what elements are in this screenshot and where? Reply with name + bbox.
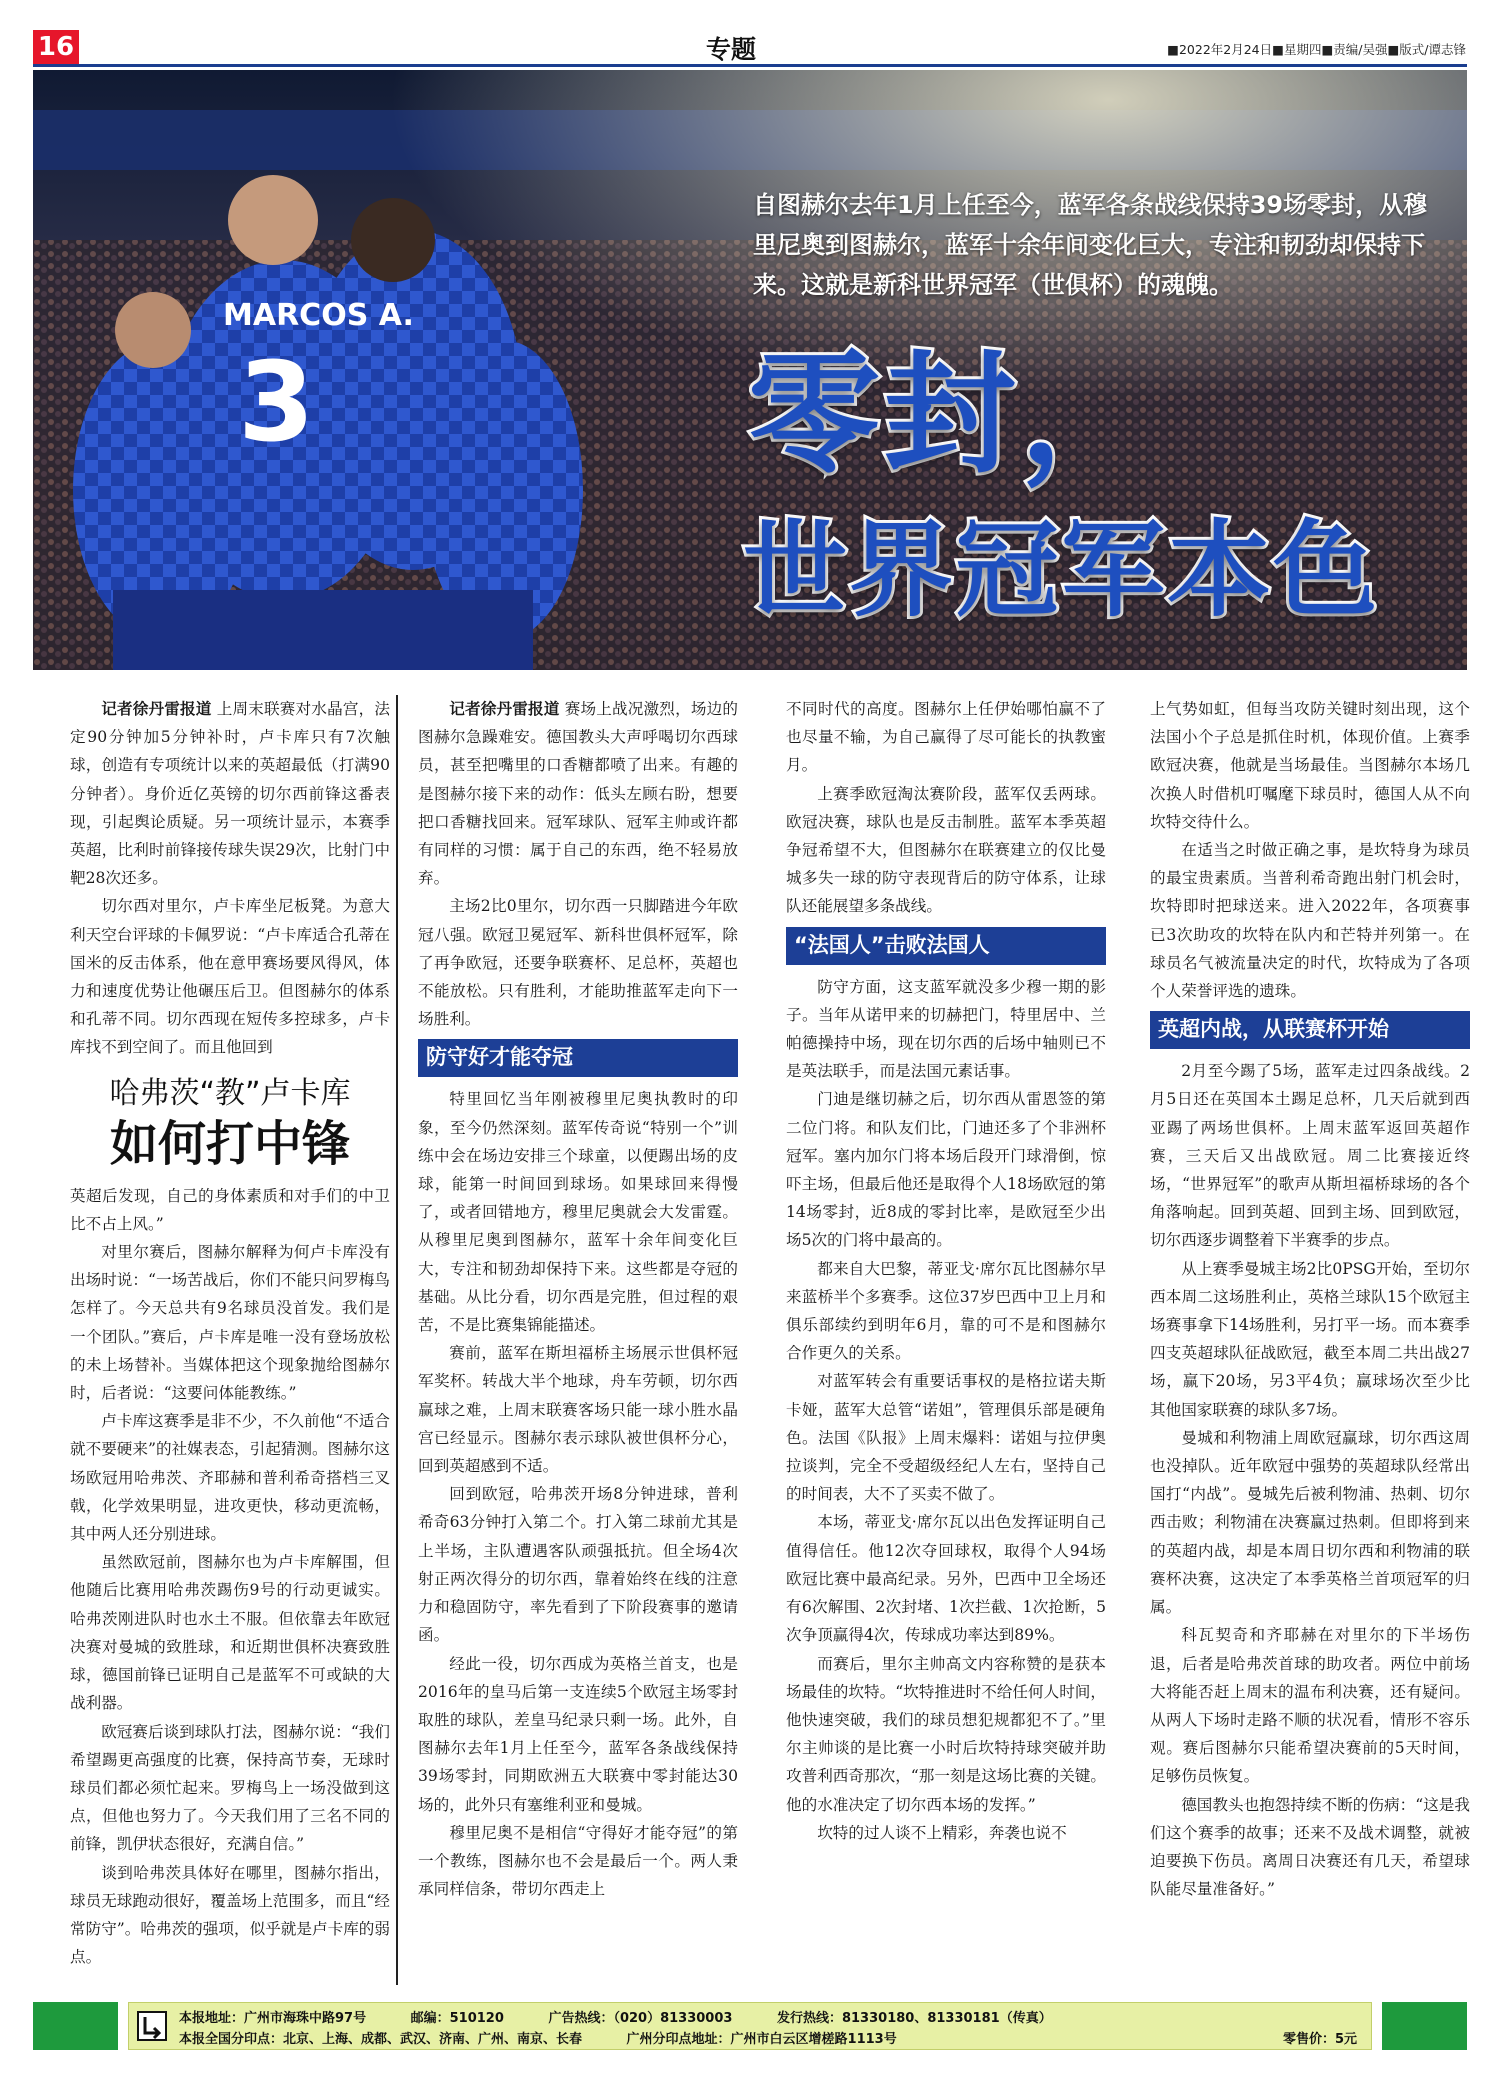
paragraph: 赛前，蓝军在斯坦福桥主场展示世俱杯冠军奖杯。转战大半个地球，舟车劳顿，切尔西赢球之难，上周末联赛客场只能一球小胜水晶宫已经显示。图赫尔表示球队被世俱杯分心，回到英超感到不适。 <box>418 1344 738 1476</box>
footer-postcode: 邮编：510120 <box>410 2011 504 2026</box>
footer-green-block-right <box>1382 2002 1467 2050</box>
paragraph: 门迪是继切赫之后，切尔西从雷恩签的第二位门将。和队友们比，门迪还多了个非洲杯冠军。塞内加尔门将本场后段开门球滑倒，惊吓主场，但最后他还是取得个人18场欧冠的第14场零封，近8成的零封比率，是欧冠至少出场5次的门将中最高的。 <box>786 1090 1106 1250</box>
paragraph: 切尔西对里尔，卢卡库坐尼板凳。为意大利天空台评球的卡佩罗说：“卢卡库适合孔蒂在国米的反击体系，他在意甲赛场要风得风，体力和速度优势让他碾压后卫。但图赫尔的体系和孔蒂不同。切尔西现在短传多控球多，卢卡库找不到空间了。而且他回到 <box>70 897 390 1057</box>
paragraph: 都来自大巴黎，蒂亚戈·席尔瓦比图赫尔早来蓝桥半个多赛季。这位37岁巴西中卫上月和俱乐部续约到明年6月，靠的可不是和图赫尔合作更久的关系。 <box>786 1259 1106 1363</box>
paragraph: 经此一役，切尔西成为英格兰首支，也是2016年的皇马后第一支连续5个欧冠主场零封取胜的球队，差皇马纪录只剩一场。此外，自图赫尔去年1月上任至今，蓝军各条战线保持39场零封，同期欧洲五大联赛中零封能达30场的，此外只有塞维利亚和曼城。 <box>418 1654 738 1814</box>
sidebar-headline-kicker: 哈弗茨“教”卢卡库 <box>109 1075 351 1111</box>
paragraph: 德国教头也抱怨持续不断的伤病：“这是我们这个赛季的故事；还来不及战术调整，就被迫要换下伤员。离周日决赛还有几天，希望球队能尽量准备好。” <box>1150 1795 1470 1899</box>
paragraph: 本场，蒂亚戈·席尔瓦以出色发挥证明自己值得信任。他12次夺回球权，取得个人94场欧冠比赛中最高纪录。另外，巴西中卫全场还有6次解围、2次封堵、1次拦截、1次抢断，5次争顶赢得4次，传球成功率达到89%。 <box>786 1513 1106 1645</box>
phone-arrow-icon <box>137 2011 167 2041</box>
paragraph: 不同时代的高度。图赫尔上任伊始哪怕赢不了也尽量不输，为自己赢得了尽可能长的执教蜜月。 <box>786 700 1106 775</box>
paragraph: 卢卡库这赛季是非不少，不久前他“不适合就不要硬来”的社媒表态，引起猜测。图赫尔这场欧冠用哈弗茨、齐耶赫和普利希奇搭档三叉戟，化学效果明显，进攻更快，移动更流畅，其中两人还分别进球。 <box>70 1412 390 1544</box>
column-2 <box>418 695 738 1903</box>
paragraph: 曼城和利物浦上周欧冠赢球，切尔西这周也没掉队。近年欧冠中强势的英超球队经常出国打“内战”。曼城先后被利物浦、热刺、切尔西击败；利物浦在决赛赢过热刺。但即将到来的英超内战，却是本周日切尔西和利物浦的联赛杯决赛，这决定了本季英格兰首项冠军的归属。 <box>1150 1428 1470 1617</box>
paragraph: 谈到哈弗茨具体好在哪里，图赫尔指出，球员无球跑动很好，覆盖场上范围多，而且“经常防守”。哈弗茨的强项，似乎就是卢卡库的弱点。 <box>70 1863 390 1967</box>
subhead-french: “法国人”击败法国人 <box>786 927 1106 965</box>
paragraph: 而赛后，里尔主帅高文内容称赞的是获本场最佳的坎特。“坎特推进时不给任何人时间，他快速突破，我们的球员想犯规都犯不了。”里尔主帅谈的是比赛一小时后坎特持球突破并助攻普利西奇那次，“那一刻是这场比赛的关键。他的水准决定了切尔西本场的发挥。” <box>786 1654 1106 1814</box>
column-3 <box>786 695 1106 1847</box>
column-divider <box>396 695 398 1985</box>
paragraph: 主场2比0里尔，切尔西一只脚踏进今年欧冠八强。欧冠卫冕冠军、新科世俱杯冠军，除了再争欧冠，还要争联赛杯、足总杯，英超也不能放松。只有胜利，才能助推蓝军走向下一场胜利。 <box>418 897 738 1029</box>
paragraph: 对里尔赛后，图赫尔解释为何卢卡库没有出场时说：“一场苦战后，你们不能只问罗梅鸟怎样了。今天总共有9名球员没首发。我们是一个团队。”赛后，卢卡库是唯一没有登场放松的未上场替补。当媒体把这个现象抛给图赫尔时，后者说：“这要问体能教练。” <box>70 1243 390 1403</box>
footer-line-2 <box>179 2028 937 2047</box>
paragraph: 上赛季欧冠淘汰赛阶段，蓝军仅丢两球。欧冠决赛，球队也是反击制胜。蓝军本季英超争冠希望不大，但图赫尔在联赛建立的仅比曼城多失一球的防守表现背后的防守体系，让球队还能展望多条战线。 <box>786 784 1106 916</box>
footer-line-1 <box>179 2007 1092 2026</box>
section-label: 专题 <box>706 35 757 64</box>
column-1 <box>70 695 390 1971</box>
paragraph: 回到欧冠，哈弗茨开场8分钟进球，普利希奇63分钟打入第二个。打入第二球前尤其是上半场，主队遭遇客队顽强抵抗。但全场4次射正两次得分的切尔西，靠着始终在线的注意力和稳固防守，率先看到了下阶段赛事的邀请函。 <box>418 1485 738 1645</box>
footer-green-block-left <box>33 2002 118 2050</box>
jersey-name: MARCOS A. <box>223 298 414 333</box>
paragraph: 英超后发现，自己的身体素质和对手们的中卫比不占上风。” <box>70 1186 390 1233</box>
paragraph: 对蓝军转会有重要话事权的是格拉诺夫斯卡娅，蓝军大总管“诺姐”，管理俱乐部是硬角色。法国《队报》上周末爆料：诺姐与拉伊奥拉谈判，完全不受超级经纪人左右，坚持自己的时间表，大不了买卖不做了。 <box>786 1372 1106 1504</box>
paragraph: 虽然欧冠前，图赫尔也为卢卡库解围，但他随后比赛用哈弗茨踢伤9号的行动更诚实。哈弗茨刚进队时也水土不服。但依靠去年欧冠决赛对曼城的致胜球，和近期世俱杯决赛致胜球，德国前锋已证明自己是蓝军不可或缺的大战利器。 <box>70 1553 390 1713</box>
paragraph: 从上赛季曼城主场2比0PSG开始，至切尔西本周二这场胜利止，英格兰球队15个欧冠主场赛事拿下14场胜利，另打平一场。而本赛季四支英超球队征战欧冠，截至本周二共出战27场，赢下20场，另3平4负；赢球场次至少比其他国家联赛的球队多7场。 <box>1150 1259 1470 1419</box>
header-rule <box>33 64 1467 67</box>
footer-dist-hotline: 发行热线：81330180、81330181（传真） <box>776 2011 1052 2026</box>
paragraph: 科瓦契奇和齐耶赫在对里尔的下半场伤退，后者是哈弗茨首球的助攻者。两位中前场大将能否赶上周末的温布利决赛，还有疑问。从两人下场时走路不顺的状况看，情形不容乐观。赛后图赫尔只能希望决赛前的5天时间，足够伤员恢复。 <box>1150 1626 1470 1786</box>
footer-price: 零售价：5元 <box>1282 2032 1357 2047</box>
hero-banner <box>33 70 1467 670</box>
paragraph: 欧冠赛后谈到球队打法，图赫尔说：“我们希望踢更高强度的比赛，保持高节奏，无球时球员们都必须忙起来。罗梅鸟上一场没做到这点，但他也努力了。今天我们用了三名不同的前锋，凯伊状态很好，充满自信。” <box>70 1722 390 1854</box>
column-4 <box>1150 695 1470 1903</box>
footer-gz-print: 广州分印点地址：广州市白云区增槎路1113号 <box>626 2032 897 2047</box>
footer-address: 本报地址：广州市海珠中路97号 <box>179 2011 367 2026</box>
paragraph: 穆里尼奥不是相信“守得好才能夺冠”的第一个教练，图赫尔也不会是最后一个。两人秉承同样信条，带切尔西走上 <box>418 1823 738 1899</box>
hero-lede: 自图赫尔去年1月上任至今，蓝军各条战线保持39场零封，从穆里尼奥到图赫尔，蓝军十余年间变化巨大，专注和韧劲却保持下来。这就是新科世界冠军（世俱杯）的魂魄。 <box>753 191 1428 299</box>
subhead-defense: 防守好才能夺冠 <box>418 1039 738 1077</box>
paragraph: 记者徐丹雷报道 上周末联赛对水晶宫，法定90分钟加5分钟补时，卢卡库只有7次触球，创造有专项统计以来的英超最低（打满90分钟者）。身价近亿英镑的切尔西前锋这番表现，引起舆论质疑。另一项统计显示，本赛季英超，比利时前锋接传球失误29次，比射门中靶28次还多。 <box>70 700 390 888</box>
page-number: 16 <box>33 30 79 64</box>
paragraph: 特里回忆当年刚被穆里尼奥执教时的印象，至今仍然深刻。蓝军传奇说“特别一个”训练中会在场边安排三个球童，以便踢出场的皮球，能第一时间回到球场。如果球回来得慢了，或者回错地方，穆里尼奥就会大发雷霆。从穆里尼奥到图赫尔，蓝军十余年间变化巨大，专注和韧劲却保持下来。这些都是夺冠的基础。从比分看，切尔西是完胜，但过程的艰苦，不是比赛集锦能描述。 <box>418 1090 738 1335</box>
footer-ad-hotline: 广告热线：（020）81330003 <box>548 2011 733 2026</box>
paragraph: 上气势如虹，但每当攻防关键时刻出现，这个法国小个子总是抓住时机，体现价值。上赛季欧冠决赛，他就是当场最佳。当图赫尔本场几次换人时借机叮嘱麾下球员时，德国人从不向坎特交待什么。 <box>1150 700 1470 831</box>
byline: 记者徐丹雷报道 <box>449 700 560 718</box>
paragraph: 在适当之时做正确之事，是坎特身为球员的最宝贵素质。当普利希奇跑出射门机会时，坎特即时把球送来。进入2022年，各项赛事已3次助攻的坎特在队内和芒特并列第一。在球员名气被流量决定的时代，坎特成为了各项个人荣誉评选的遗珠。 <box>1150 841 1470 1001</box>
paragraph: 坎特的过人谈不上精彩，奔袭也说不 <box>817 1823 1067 1842</box>
footer-info-bar <box>128 2002 1372 2050</box>
paragraph: 记者徐丹雷报道 赛场上战况激烈，场边的图赫尔急躁难安。德国教头大声呼喝切尔西球员，甚至把嘴里的口香糖都喷了出来。有趣的是图赫尔接下来的动作：低头左顾右盼，想要把口香糖找回来。冠军球队、冠军主帅或许都有同样的习惯：属于自己的东西，绝不轻易放弃。 <box>418 700 738 888</box>
paragraph: 防守方面，这支蓝军就没多少穆一期的影子。当年从诺甲来的切赫把门，特里居中、兰帕德操持中场，现在切尔西的后场中轴则已不是英法联手，而是法国元素话事。 <box>786 977 1106 1081</box>
sidebar-headline: 如何打中锋 <box>109 1115 350 1172</box>
headline-line-2: 世界冠军本色 <box>743 509 1380 631</box>
header-meta: ■2022年2月24日■星期四■责编/吴强■版式/谭志锋 <box>1167 42 1466 57</box>
footer <box>33 2002 1467 2050</box>
headline-line-1: 零封， <box>748 338 1156 492</box>
jersey-number: 3 <box>238 338 315 466</box>
paragraph: 2月至今踢了5场，蓝军走过四条战线。2月5日还在英国本土踢足总杯，几天后就到西亚踢了两场世俱杯。上周末蓝军返回英超作赛，三天后又出战欧冠。周二比赛接近终场，“世界冠军”的歌声从斯坦福桥球场的各个角落响起。回到英超、回到主场、回到欧冠，切尔西逐步调整着下半赛季的步点。 <box>1150 1062 1470 1250</box>
byline: 记者徐丹雷报道 <box>101 700 212 718</box>
subhead-premier-league: 英超内战，从联赛杯开始 <box>1150 1011 1470 1049</box>
footer-print-sites: 本报全国分印点：北京、上海、成都、武汉、济南、广州、南京、长春 <box>179 2032 583 2047</box>
